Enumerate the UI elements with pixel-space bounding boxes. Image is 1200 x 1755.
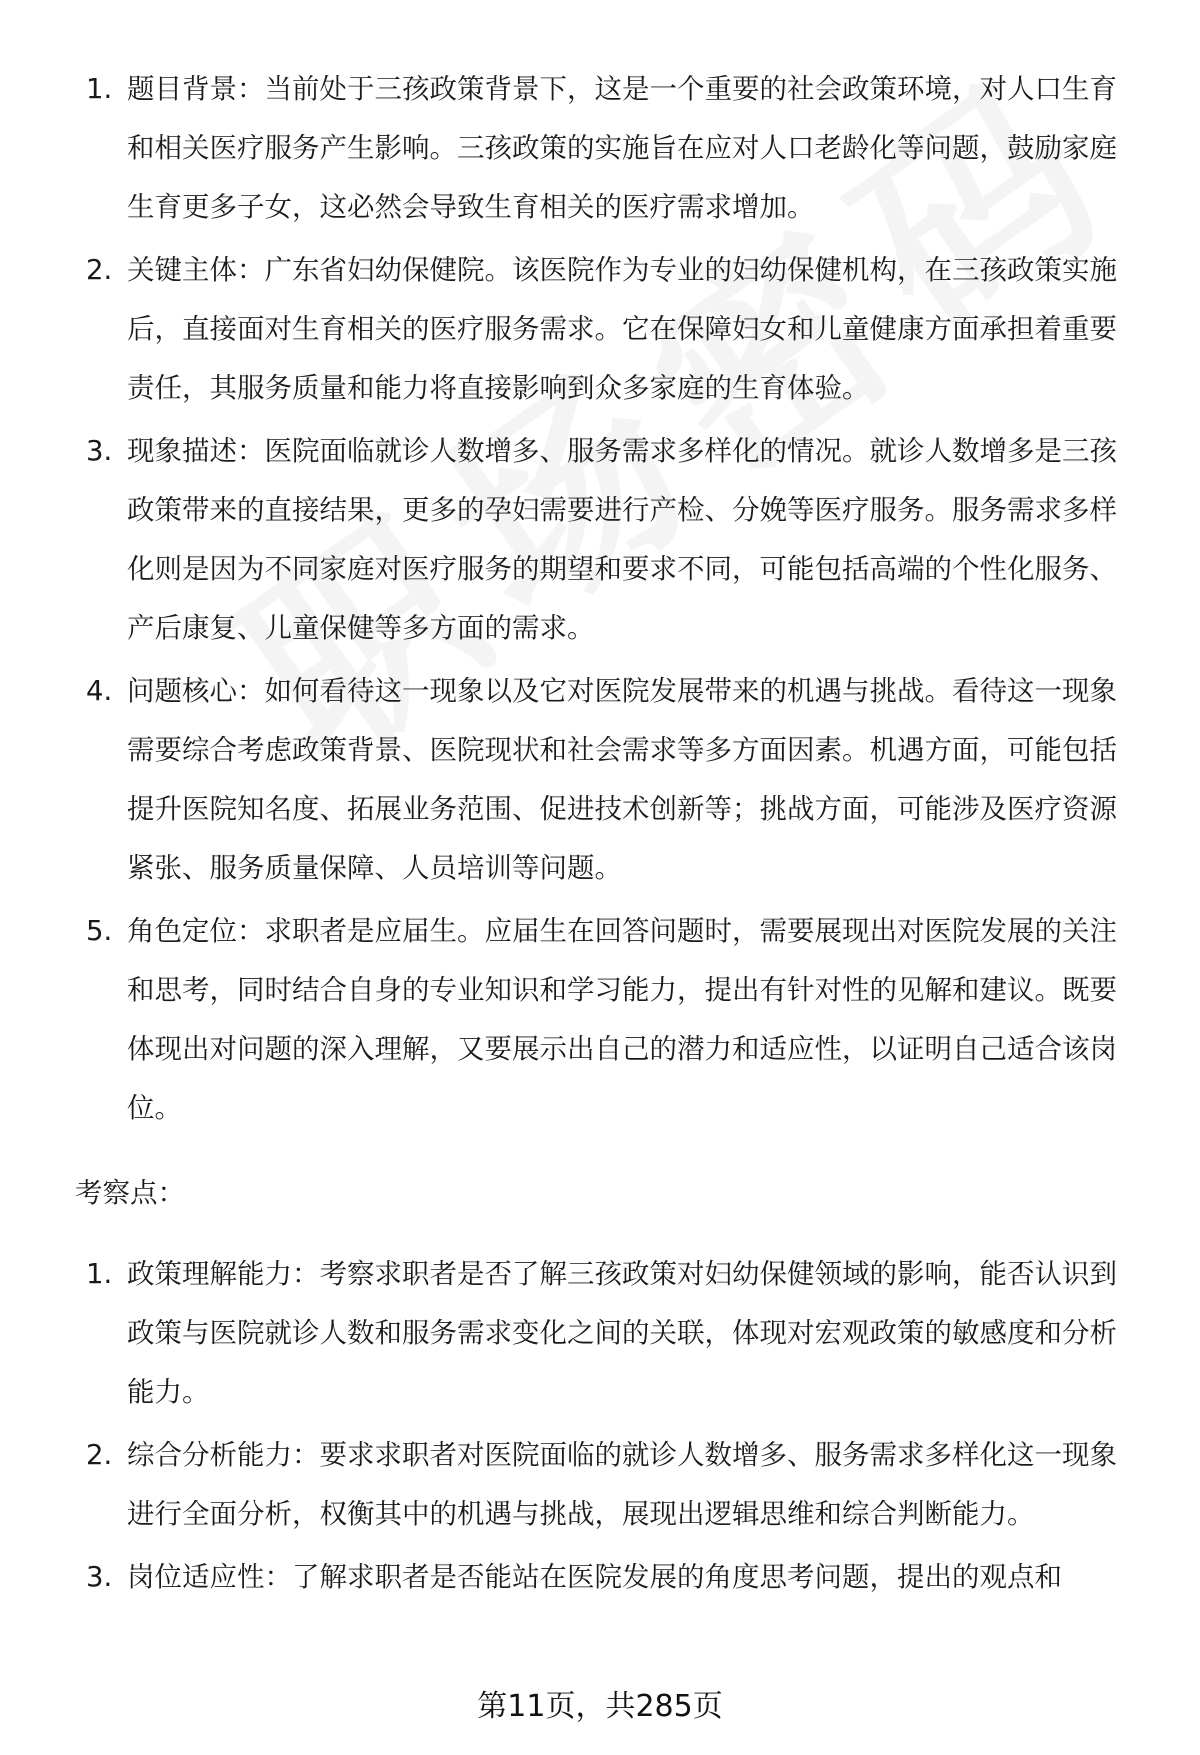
item-text: 关键主体：广东省妇幼保健院。该医院作为专业的妇幼保健机构，在三孩政策实施后，直接面对生育相关的医疗服务需求。它在保障妇女和儿童健康方面承担着重要责任，其服务质量和能力将直接影响到众多家庭的生育体验。 xyxy=(127,254,1117,404)
list-item xyxy=(0,902,1200,1138)
item-text: 岗位适应性：了解求职者是否能站在医院发展的角度思考问题，提出的观点和 xyxy=(127,1561,1062,1593)
item-number: 3. xyxy=(86,435,113,467)
assessment-points-list xyxy=(0,1245,1200,1611)
page-number-footer: 第11页，共285页 xyxy=(477,1689,723,1724)
item-number: 2. xyxy=(86,254,113,286)
item-number: 5. xyxy=(86,915,113,947)
item-number: 4. xyxy=(86,675,113,707)
section-heading: 考察点： xyxy=(75,1177,185,1209)
list-item xyxy=(0,241,1200,418)
list-item xyxy=(0,662,1200,898)
list-item xyxy=(0,422,1200,658)
item-number: 1. xyxy=(86,73,113,105)
item-number: 3. xyxy=(86,1561,113,1593)
item-text: 问题核心：如何看待这一现象以及它对医院发展带来的机遇与挑战。看待这一现象需要综合考虑政策背景、医院现状和社会需求等多方面因素。机遇方面，可能包括提升医院知名度、拓展业务范围、促进技术创新等；挑战方面，可能涉及医疗资源紧张、服务质量保障、人员培训等问题。 xyxy=(127,675,1117,884)
background-analysis-list xyxy=(0,60,1200,1142)
list-item xyxy=(0,60,1200,237)
list-item xyxy=(0,1426,1200,1544)
item-text: 综合分析能力：要求求职者对医院面临的就诊人数增多、服务需求多样化这一现象进行全面分析，权衡其中的机遇与挑战，展现出逻辑思维和综合判断能力。 xyxy=(127,1439,1117,1530)
list-item xyxy=(0,1548,1200,1607)
item-number: 2. xyxy=(86,1439,113,1471)
item-text: 角色定位：求职者是应届生。应届生在回答问题时，需要展现出对医院发展的关注和思考，同时结合自身的专业知识和学习能力，提出有针对性的见解和建议。既要体现出对问题的深入理解，又要展示出自己的潜力和适应性，以证明自己适合该岗位。 xyxy=(127,915,1117,1124)
list-item xyxy=(0,1245,1200,1422)
item-text: 现象描述：医院面临就诊人数增多、服务需求多样化的情况。就诊人数增多是三孩政策带来的直接结果，更多的孕妇需要进行产检、分娩等医疗服务。服务需求多样化则是因为不同家庭对医疗服务的期望和要求不同，可能包括高端的个性化服务、产后康复、儿童保健等多方面的需求。 xyxy=(127,435,1117,644)
item-text: 政策理解能力：考察求职者是否了解三孩政策对妇幼保健领域的影响，能否认识到政策与医院就诊人数和服务需求变化之间的关联，体现对宏观政策的敏感度和分析能力。 xyxy=(127,1258,1117,1408)
item-number: 1. xyxy=(86,1258,113,1290)
item-text: 题目背景：当前处于三孩政策背景下，这是一个重要的社会政策环境，对人口生育和相关医疗服务产生影响。三孩政策的实施旨在应对人口老龄化等问题，鼓励家庭生育更多子女，这必然会导致生育相关的医疗需求增加。 xyxy=(127,73,1117,223)
